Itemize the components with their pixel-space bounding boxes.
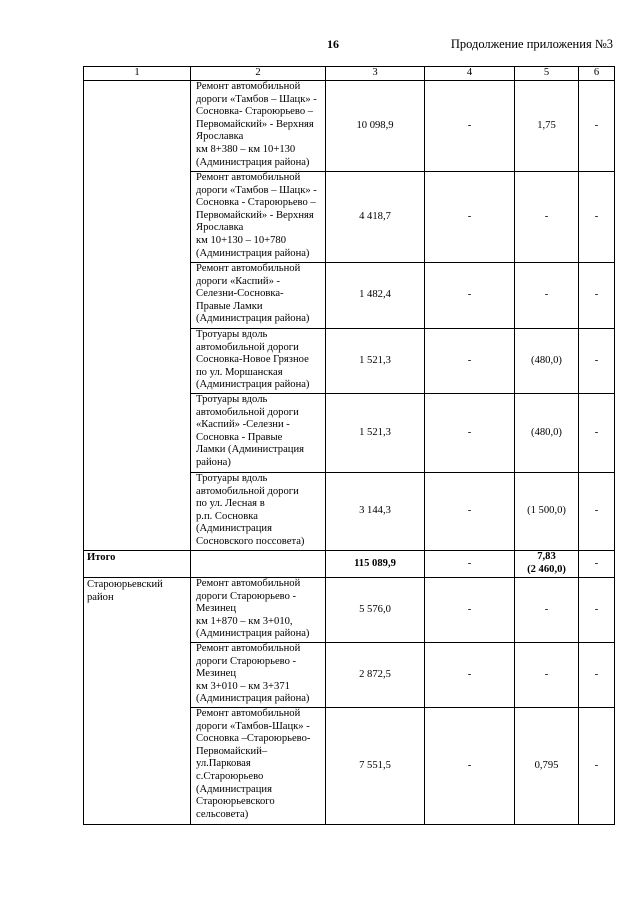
column-header: 6: [579, 67, 615, 81]
value-cell: -: [425, 172, 515, 263]
item-cell: Ремонт автомобильной дороги Староюрьево - Мезинец км 1+870 – км 3+010, (Администрация района): [191, 578, 326, 643]
value-cell: -: [425, 473, 515, 551]
district-cell: Староюрьевский район: [84, 578, 191, 825]
value-cell: -: [425, 578, 515, 643]
total-label: Итого: [84, 551, 191, 578]
value-cell: -: [425, 263, 515, 329]
value-cell: -: [579, 81, 615, 172]
amount-cell: 1 482,4: [326, 263, 425, 329]
value-cell: 0,795: [515, 708, 579, 825]
value-cell: -: [579, 329, 615, 394]
value-cell: -: [515, 578, 579, 643]
amount-cell: 4 418,7: [326, 172, 425, 263]
value-cell: -: [515, 263, 579, 329]
total-row: [84, 551, 615, 578]
item-cell: Тротуары вдоль автомобильной дороги по ул. Лесная в р.п. Сосновка (Администрация Сосновского поссовета): [191, 473, 326, 551]
item-cell: Тротуары вдоль автомобильной дороги «Каспий» -Селезни - Сосновка - Правые Ламки (Администрация района): [191, 394, 326, 473]
value-cell: -: [425, 708, 515, 825]
item-cell: Ремонт автомобильной дороги «Тамбов – Шацк» - Сосновка- Староюрьево – Первомайский» - Верхняя Ярославка км 8+380 – км 10+130 (Администрация района): [191, 81, 326, 172]
value-cell: (480,0): [515, 394, 579, 473]
amount-cell: 2 872,5: [326, 643, 425, 708]
total-col6: -: [579, 551, 615, 578]
total-amount: 115 089,9: [326, 551, 425, 578]
column-header: 2: [191, 67, 326, 81]
value-cell: -: [579, 172, 615, 263]
continuation-label: Продолжение приложения №3: [450, 37, 613, 51]
value-cell: -: [579, 394, 615, 473]
amount-cell: 3 144,3: [326, 473, 425, 551]
value-cell: -: [579, 643, 615, 708]
value-cell: -: [425, 394, 515, 473]
value-cell: -: [425, 643, 515, 708]
amount-cell: 10 098,9: [326, 81, 425, 172]
value-cell: -: [425, 329, 515, 394]
column-header: 4: [425, 67, 515, 81]
amount-cell: 1 521,3: [326, 329, 425, 394]
item-cell: Ремонт автомобильной дороги Староюрьево - Мезинец км 3+010 – км 3+371 (Администрация района): [191, 643, 326, 708]
value-cell: (1 500,0): [515, 473, 579, 551]
item-cell: Ремонт автомобильной дороги «Каспий» - Селезни-Сосновка- Правые Ламки (Администрация района): [191, 263, 326, 329]
table-row: [84, 81, 615, 172]
total-item-cell: [191, 551, 326, 578]
value-cell: -: [579, 578, 615, 643]
column-header: 5: [515, 67, 579, 81]
column-header: 1: [84, 67, 191, 81]
item-cell: Ремонт автомобильной дороги «Тамбов – Шацк» - Сосновка - Староюрьево – Первомайский» - Верхняя Ярославка км 10+130 – 10+780 (Администрация района): [191, 172, 326, 263]
value-cell: -: [579, 263, 615, 329]
data-table: [83, 66, 615, 825]
value-cell: -: [425, 81, 515, 172]
amount-cell: 5 576,0: [326, 578, 425, 643]
page-number: 16: [327, 37, 339, 51]
value-cell: -: [579, 473, 615, 551]
item-cell: Тротуары вдоль автомобильной дороги Сосновка-Новое Грязное по ул. Моршанская (Администрация района): [191, 329, 326, 394]
item-cell: Ремонт автомобильной дороги «Тамбов-Шацк» - Сосновка –Староюрьево- Первомайский– ул.Парковая с.Староюрьево (Администрация Староюрьевского сельсовета): [191, 708, 326, 825]
value-cell: -: [515, 172, 579, 263]
table-row: [84, 578, 615, 643]
value-cell: -: [579, 708, 615, 825]
amount-cell: 7 551,5: [326, 708, 425, 825]
district-cell: [84, 81, 191, 551]
value-cell: (480,0): [515, 329, 579, 394]
value-cell: 1,75: [515, 81, 579, 172]
column-header-row: [84, 67, 615, 81]
column-header: 3: [326, 67, 425, 81]
total-col5: 7,83 (2 460,0): [515, 551, 579, 578]
total-col4: -: [425, 551, 515, 578]
value-cell: -: [515, 643, 579, 708]
amount-cell: 1 521,3: [326, 394, 425, 473]
